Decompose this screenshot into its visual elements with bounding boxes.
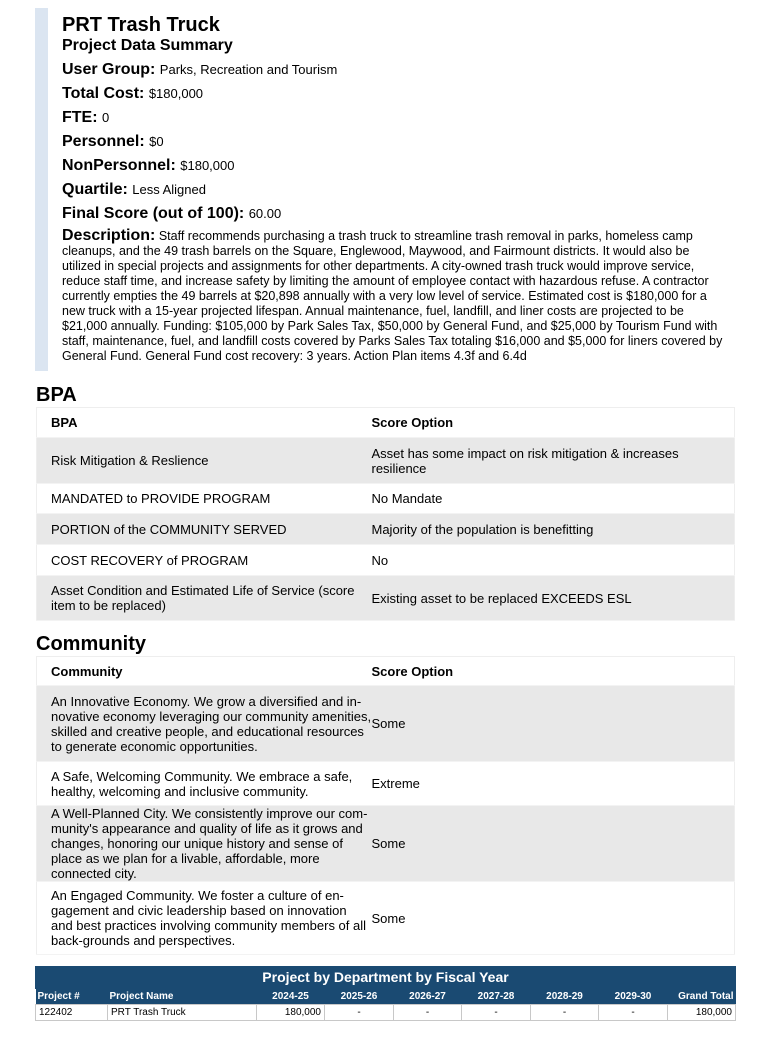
column-header: 2029-30 (599, 989, 668, 1004)
column-header: Grand Total (668, 989, 736, 1004)
column-header: Project # (36, 989, 108, 1004)
field-quartile (62, 178, 727, 202)
field-label: User Group: (62, 61, 156, 78)
field-value: Less Aligned (132, 182, 206, 197)
table-row (37, 438, 735, 484)
score-option-cell: Some (371, 910, 406, 926)
field-label: Total Cost: (62, 85, 145, 102)
field-value: 60.00 (248, 206, 282, 221)
column-header: 2027-28 (462, 989, 531, 1004)
field-value: Parks, Recreation and Tourism (159, 62, 338, 77)
table-row (37, 762, 735, 806)
field-total-cost (62, 82, 727, 106)
year-value-cell: - (531, 1004, 599, 1020)
table-header-row (37, 657, 735, 686)
project-summary (35, 8, 737, 371)
field-personnel (62, 130, 727, 154)
field-value: $180,000 (148, 86, 204, 101)
table-row (37, 484, 735, 514)
fiscal-table (35, 989, 736, 1021)
column-header: 2025-26 (325, 989, 394, 1004)
column-header: Project Name (108, 989, 257, 1004)
column-header: 2028-29 (531, 989, 599, 1004)
project-subtitle: Project Data Summary (62, 37, 233, 54)
description-label: Description: (62, 227, 156, 244)
field-value: 0 (102, 110, 110, 125)
community-section-title: Community (36, 633, 146, 655)
year-value-cell: - (599, 1004, 668, 1020)
column-header: 2026-27 (394, 989, 462, 1004)
field-label: FTE: (62, 109, 98, 126)
criterion-cell: An Engaged Community. We foster a culture of en-gagement and civic leadership based on innovation and best practices involving community members of all back-grounds and perspectives. (51, 888, 367, 948)
column-header: Score Option (371, 663, 454, 679)
fiscal-year-section (35, 966, 736, 1021)
field-nonpersonnel (62, 154, 727, 178)
project-description (62, 228, 727, 364)
column-header: BPA (51, 415, 78, 430)
year-value-cell: - (462, 1004, 531, 1020)
field-fte (62, 106, 727, 130)
criterion-cell: A Safe, Welcoming Community. We embrace a safe, healthy, welcoming and inclusive community. (51, 768, 353, 799)
project-number-cell: 122402 (36, 1004, 108, 1020)
table-row (37, 686, 735, 762)
field-label: Quartile: (62, 181, 128, 198)
score-option-cell: Extreme (371, 776, 420, 791)
score-option-cell: Majority of the population is benefitting (371, 521, 594, 537)
column-header: Score Option (371, 415, 454, 430)
criterion-cell: Risk Mitigation & Reslience (51, 453, 209, 468)
project-title: PRT Trash Truck (62, 14, 220, 36)
project-name-cell: PRT Trash Truck (108, 1004, 257, 1020)
score-option-cell: No Mandate (371, 491, 443, 506)
column-header: 2024-25 (257, 989, 325, 1004)
fiscal-table-title: Project by Department by Fiscal Year (35, 966, 736, 989)
fiscal-header-row (36, 989, 736, 1004)
bpa-table (36, 407, 735, 621)
fiscal-data-row (36, 1004, 736, 1020)
score-option-cell: Existing asset to be replaced EXCEEDS ESL (371, 590, 632, 606)
table-row (37, 545, 735, 576)
table-row (37, 514, 735, 545)
score-option-cell: Some (371, 716, 406, 731)
criterion-cell: An Innovative Economy. We grow a diversified and in-novative economy leveraging our community amenities, skilled and creative people, and educational resources to generate economic opportunities. (51, 693, 372, 754)
description-text: Staff recommends purchasing a trash truck to streamline trash removal in parks, homeless camp cleanups, and the 49 trash barrels on the Square, Englewood, Maywood, and Fairmount districts. It would also be utilized in special projects and assignments for other departments. A city-owned trash truck would improve service, reduce staff time, and increase safety by limiting the amount of employee contact with hazardous refuse. A contractor currently empties the 49 barrels at $20,898 annually with a very low level of service. Estimated cost is $180,000 for a new truck with a 15-year projected lifespan. Annual maintenance, fuel, landfill, and liner costs are projected to be $21,000 annually. Funding: $105,000 by Park Sales Tax, $50,000 by General Fund, and $25,000 by Tourism Fund with staff, maintenance, fuel, and landfill costs covered by Parks Sales Tax totaling $16,000 and $5,000 for liners covered by General Fund. General Fund cost recovery: 3 years. Action Plan items 4.3f and 6.4d (62, 229, 723, 363)
year-value-cell: 180,000 (257, 1004, 325, 1020)
year-value-cell: - (394, 1004, 462, 1020)
column-header: Community (51, 663, 123, 679)
table-row (37, 806, 735, 882)
score-option-cell: Some (371, 836, 406, 851)
criterion-cell: A Well-Planned City. We consistently improve our com-munity's appearance and quality of life as it grows and changes, honoring our unique history and sense of place as we plan for a livable, affordable, more connected city. (51, 806, 368, 881)
criterion-cell: Asset Condition and Estimated Life of Service (score item to be replaced) (51, 583, 355, 613)
summary-accent-bar (35, 8, 48, 371)
field-user-group (62, 58, 727, 82)
table-row (37, 576, 735, 621)
table-row (37, 882, 735, 955)
field-value: $0 (149, 134, 164, 149)
community-table (36, 656, 735, 955)
criterion-cell: COST RECOVERY of PROGRAM (51, 552, 249, 568)
field-final-score (62, 202, 727, 226)
bpa-section-title: BPA (36, 384, 77, 406)
year-value-cell: - (325, 1004, 394, 1020)
field-value: $180,000 (180, 158, 235, 173)
criterion-cell: PORTION of the COMMUNITY SERVED (51, 521, 287, 537)
criterion-cell: MANDATED to PROVIDE PROGRAM (51, 491, 271, 506)
grand-total-cell: 180,000 (668, 1004, 736, 1020)
score-option-cell: Asset has some impact on risk mitigation & increases resilience (371, 445, 679, 476)
field-label: Personnel: (62, 133, 145, 150)
score-option-cell: No (371, 552, 389, 568)
field-label: Final Score (out of 100): (62, 205, 245, 222)
table-header-row (37, 408, 735, 438)
field-label: NonPersonnel: (62, 157, 176, 174)
